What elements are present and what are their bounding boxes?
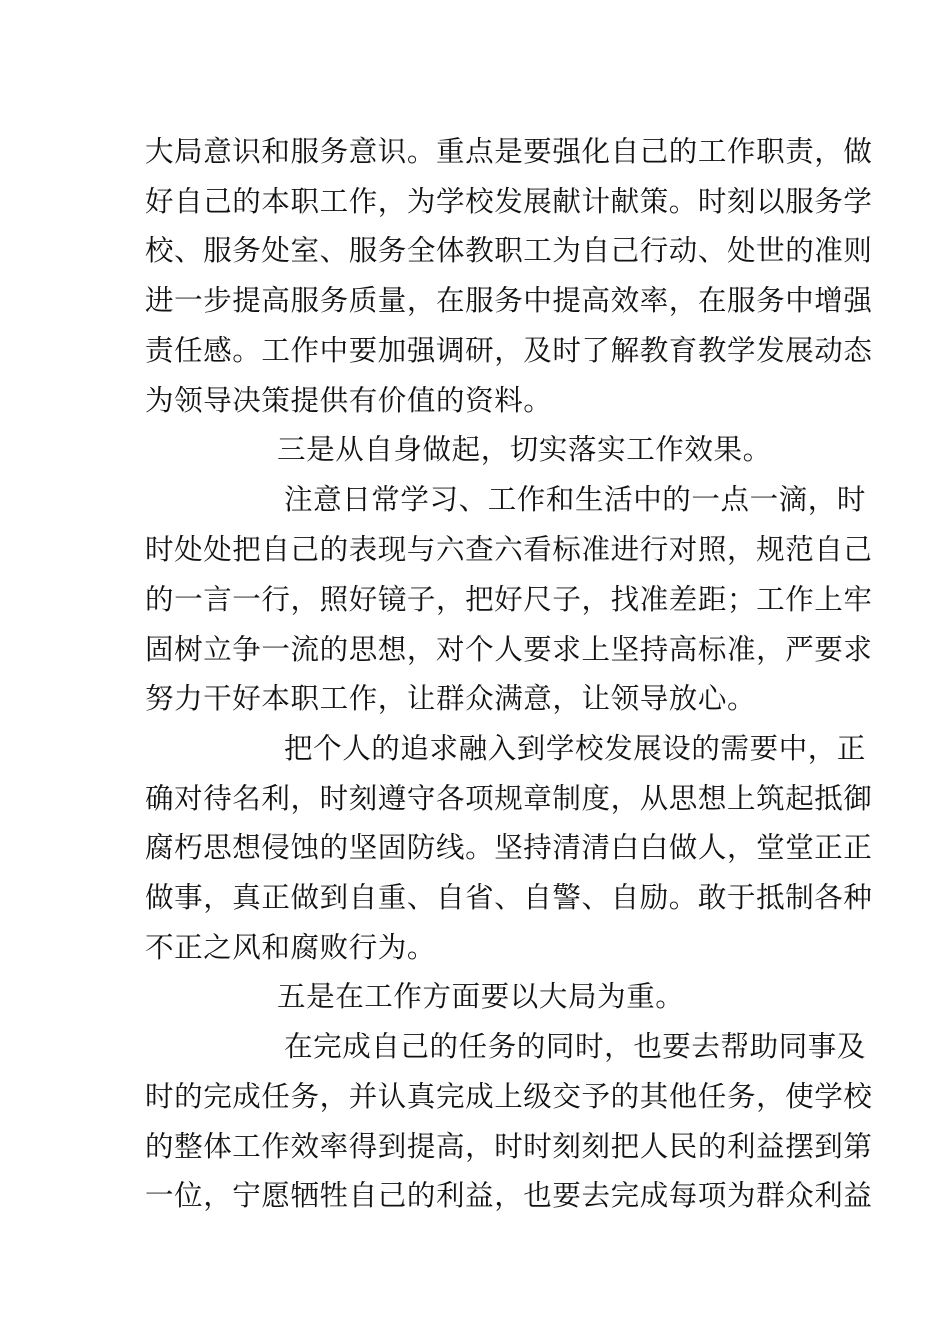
text-line: 做事，真正做到自重、自省、自警、自励。敢于抵制各种 [145, 881, 873, 914]
text-line: 不正之风和腐败行为。 [145, 931, 437, 964]
text-line: 努力干好本职工作，让群众满意，让领导放心。 [145, 682, 757, 715]
section-heading: 三是从自身做起，切实落实工作效果。 [277, 433, 772, 466]
section-heading: 五是在工作方面要以大局为重。 [277, 980, 685, 1013]
text-line: 好自己的本职工作，为学校发展献计献策。时刻以服务学 [145, 185, 873, 218]
paragraph-first-line: 在完成自己的任务的同时，也要去帮助同事及 [284, 1030, 867, 1063]
paragraph-first-line: 把个人的追求融入到学校发展设的需要中，正 [284, 732, 867, 765]
text-line: 一位，宁愿牺牲自己的利益，也要去完成每项为群众利益 [145, 1179, 873, 1212]
text-line: 责任感。工作中要加强调研，及时了解教育教学发展动态 [145, 334, 873, 367]
text-line: 时的完成任务，并认真完成上级交予的其他任务，使学校 [145, 1080, 873, 1113]
text-line: 大局意识和服务意识。重点是要强化自己的工作职责，做 [145, 135, 873, 168]
text-line: 确对待名利，时刻遵守各项规章制度，从思想上筑起抵御 [145, 782, 873, 815]
paragraph-first-line: 注意日常学习、工作和生活中的一点一滴，时 [284, 483, 867, 516]
text-line: 进一步提高服务质量，在服务中提高效率，在服务中增强 [145, 284, 873, 317]
text-line: 时处处把自己的表现与六查六看标准进行对照，规范自己 [145, 533, 873, 566]
text-line: 的整体工作效率得到提高，时时刻刻把人民的利益摆到第 [145, 1130, 873, 1163]
text-line: 固树立争一流的思想，对个人要求上坚持高标准，严要求 [145, 633, 873, 666]
text-line: 腐朽思想侵蚀的坚固防线。坚持清清白白做人，堂堂正正 [145, 831, 873, 864]
text-line: 的一言一行，照好镜子，把好尺子，找准差距；工作上牢 [145, 583, 873, 616]
text-line: 为领导决策提供有价值的资料。 [145, 384, 553, 417]
text-line: 校、服务处室、服务全体教职工为自己行动、处世的准则 [145, 234, 873, 267]
